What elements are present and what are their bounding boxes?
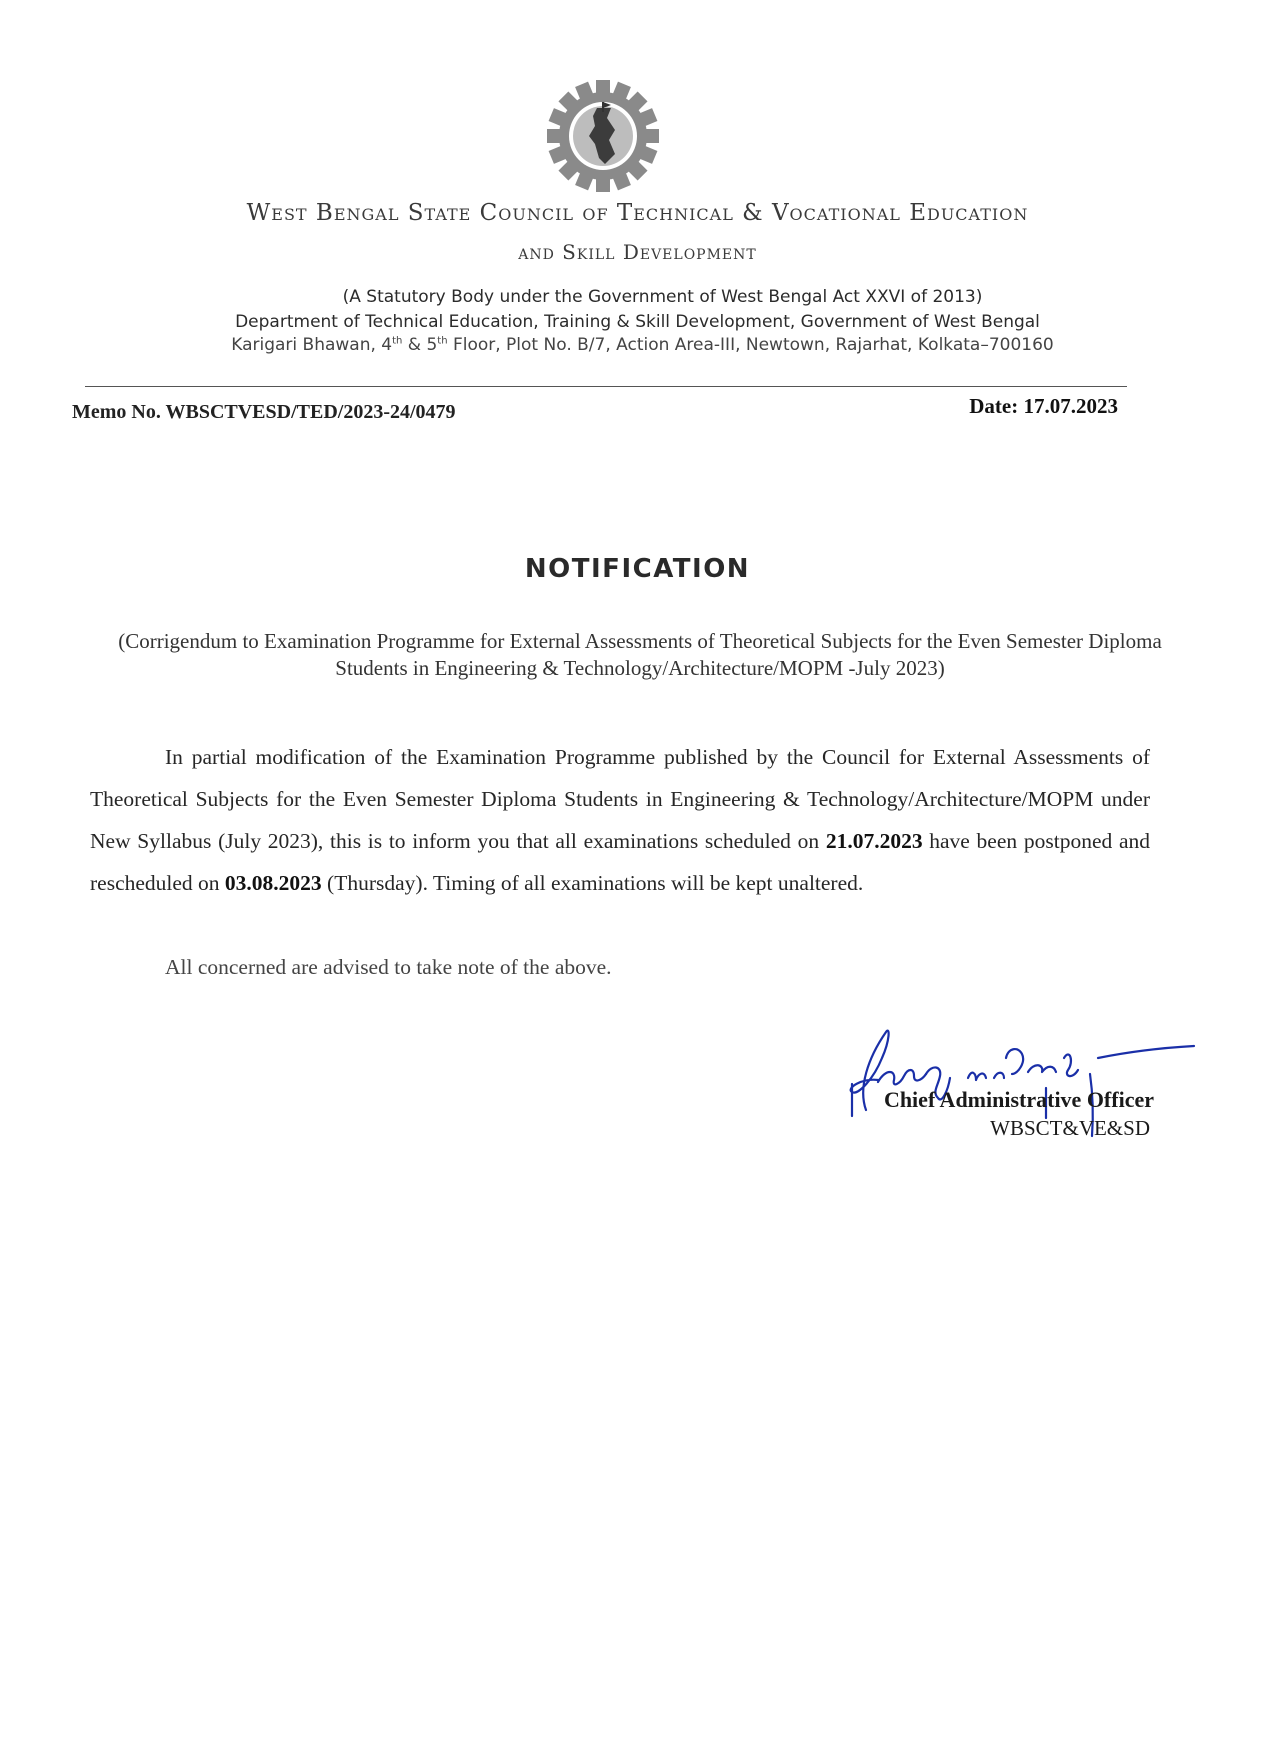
address-line <box>5 335 1275 355</box>
notification-title: NOTIFICATION <box>524 554 751 584</box>
old-exam-date: 21.07.2023 <box>825 829 923 853</box>
gear-tooth <box>547 129 563 143</box>
address-sup-1: th <box>392 335 403 347</box>
body-paragraph <box>90 736 1150 904</box>
memo-date: Date: 17.07.2023 <box>969 394 1118 418</box>
header-divider <box>85 386 1127 387</box>
corrigendum-subject: (Corrigendum to Examination Programme for External Assessments of Theoretical Subjects for the Even Semester Diploma Students in Engineering & Technology/Architecture/MOPM -July 2023) <box>118 629 1162 680</box>
department-line: Department of Technical Education, Training & Skill Development, Government of West Bengal <box>235 312 1040 332</box>
council-name-line-2: and Skill Development <box>518 240 757 264</box>
council-emblem-icon <box>545 78 661 194</box>
address-part-3: Floor, Plot No. B/7, Action Area-III, Newtown, Rajarhat, Kolkata–700160 <box>447 335 1054 355</box>
address-part-2: & 5 <box>402 335 438 355</box>
new-exam-date: 03.08.2023 <box>224 871 322 895</box>
gear-tooth <box>596 80 610 96</box>
address-part-1: Karigari Bhawan, 4 <box>231 335 393 355</box>
statutory-line: (A Statutory Body under the Government of West Bengal Act XXVI of 2013) <box>342 287 983 307</box>
signatory-organization: WBSCT&VE&SD <box>990 1116 1150 1140</box>
gear-tooth <box>643 129 659 143</box>
body-text-2: have been postponed and rescheduled on <box>90 829 1150 895</box>
closing-line: All concerned are advised to take note of the above. <box>165 955 612 979</box>
signatory-title: Chief Administrative Officer <box>883 1087 1154 1112</box>
body-text-3: (Thursday). Timing of all examinations will be kept unaltered. <box>321 871 864 895</box>
memo-number: Memo No. WBSCTVESD/TED/2023-24/0479 <box>72 401 456 423</box>
body-text-1: In partial modification of the Examination Programme published by the Council for External Assessments of Theoretical Subjects for the Even Semester Diploma Students in Engineering & Technology/Architecture/MOPM under New Syllabus (July 2023), this is to inform you that all examinations scheduled on <box>90 745 1150 853</box>
gear-tooth <box>596 176 610 192</box>
address-sup-2: th <box>437 335 448 347</box>
council-name-line-1: West Bengal State Council of Technical & Vocational Education <box>246 200 1029 226</box>
